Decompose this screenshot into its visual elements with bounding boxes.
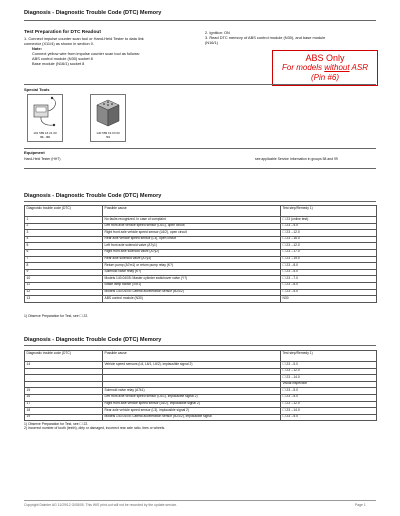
possible-cause-cell xyxy=(103,375,281,382)
possible-cause-cell: Right front axle vehicle speed sensor (L6/2), open circuit xyxy=(103,230,281,237)
footer-rule xyxy=(24,500,376,501)
table-row xyxy=(25,256,377,263)
abs-only-note-box xyxy=(272,50,378,86)
footer-copyright: Copyright Daimler AG 11/29/12 G/08/05. This WIS print-out will not be recorded by the update service. xyxy=(24,503,178,507)
tool2-code: 54 xyxy=(106,135,110,139)
table2-footnote-2: 2) Incorrect number of tooth (teeth), dirty or damaged, incorrect rear axle ratio, tires or wheels. xyxy=(24,426,166,431)
table-header-row xyxy=(25,351,377,362)
table-row xyxy=(25,408,377,415)
possible-cause-cell: Rear axle vehicle speed sensor (L3), implausible signal 2) xyxy=(103,408,281,415)
remedy-cell: ☐ 23→7.0 xyxy=(281,276,377,283)
section2-rule xyxy=(24,201,376,202)
prep-abs-socket: ABS control module (N30) socket 8 xyxy=(32,56,93,61)
col-header-dtc: Diagnostic trouble code (DTC) xyxy=(25,206,103,217)
remedy-cell: ☐ 23→8.0 xyxy=(281,263,377,270)
dtc-code-cell: 4 xyxy=(25,236,103,243)
possible-cause-cell: Left front axle solenoid valve (A7y1) xyxy=(103,243,281,250)
table-row xyxy=(25,249,377,256)
possible-cause-cell: Brake lamp switch (S9/1) xyxy=(103,282,281,289)
possible-cause-cell xyxy=(103,381,281,388)
dtc-code-cell: 1 xyxy=(25,217,103,224)
dtc-code-cell: 5 xyxy=(25,243,103,250)
section-title-dtc-memory-2: Diagnosis - Diagnostic Trouble Code (DTC) Memory xyxy=(24,337,162,343)
equipment-rule-top xyxy=(24,148,376,149)
dtc-code-cell: 6 xyxy=(25,249,103,256)
prep-rule xyxy=(24,84,376,85)
footer-page-number: Page 1 xyxy=(355,503,366,507)
remedy-cell: ☐ 23→12.0 xyxy=(281,243,377,250)
prep-step-3: 3. Read DTC memory of ABS control module (N30), and base module xyxy=(205,35,326,40)
possible-cause-cell: Models 140.04/05: Lateral acceleration sensor (B24/2) xyxy=(103,289,281,296)
table-row xyxy=(25,230,377,237)
possible-cause-cell: Vehicle speed sensors (L6, L6/1, L6/2), implausible signal 2) xyxy=(103,362,281,369)
table1-footnote: 1) Observe Preparation for Test, see ☐ 22. xyxy=(24,314,89,318)
remedy-cell: ☐ 23→8.0 xyxy=(281,282,377,289)
possible-cause-cell: Return pump (A7m1) or return pump relay (K?) xyxy=(103,263,281,270)
dtc-code-cell: 8 xyxy=(25,263,103,270)
page-title: Diagnosis - Diagnostic Trouble Code (DTC) Memory xyxy=(24,10,162,16)
prep-step-2: 2. Ignition: ON xyxy=(205,30,230,35)
tool2-number: 140 589 19 63 00 xyxy=(96,131,120,135)
col-header-cause: Possible cause xyxy=(103,351,281,362)
possible-cause-cell: No faults recognized. In case of complaint xyxy=(103,217,281,224)
dtc-code-cell: 14 xyxy=(25,362,103,369)
possible-cause-cell xyxy=(103,368,281,375)
possible-cause-cell: Rear axle vehicle speed sensor (L3), open circuit xyxy=(103,236,281,243)
table2-footnote-1: 1) Observe Preparation for Test, see ☐ 22. xyxy=(24,422,89,426)
possible-cause-cell: Right front axle solenoid valve (A7y2) xyxy=(103,249,281,256)
table-row xyxy=(25,289,377,296)
prep-heading: Test Preparation for DTC Readout xyxy=(24,30,101,35)
possible-cause-cell: Models 140.04/05: Lateral acceleration sensor (B24/2), implausible signal xyxy=(103,414,281,421)
possible-cause-cell: Models 140.04/05: Master cylinder switchover valve (Y?) xyxy=(103,276,281,283)
remedy-cell: ☐ 23→5.0 xyxy=(281,269,377,276)
possible-cause-cell: ABS control module (N30) xyxy=(103,296,281,303)
remedy-cell: ☐ 23→5.0 xyxy=(281,388,377,395)
tools-heading: Special Tools xyxy=(24,87,50,92)
table-row xyxy=(25,217,377,224)
abs-pin-note: (Pin #6) xyxy=(310,73,339,82)
remedy-cell: ☐ 23→12.0 xyxy=(281,230,377,237)
possible-cause-cell: Left front axle vehicle speed sensor (L6/1), implausible signal 2) xyxy=(103,394,281,401)
possible-cause-cell: Solenoid valve relay (K?) xyxy=(103,269,281,276)
abs-models-note: For models without ASR xyxy=(282,63,368,72)
remedy-cell: ☐ 23→16.0 xyxy=(281,236,377,243)
remedy-cell: ☐ 23→5.0 xyxy=(281,289,377,296)
prep-note-text: Connect yellow wire from impulse counter scan tool as follows: xyxy=(32,51,140,56)
equipment-rule-bottom xyxy=(24,168,376,169)
table-row xyxy=(25,223,377,230)
prep-step-1-cont: connector (X11/4) as shown in section 0. xyxy=(24,41,94,46)
dtc-code-cell: 2 xyxy=(25,223,103,230)
tool-socket-box xyxy=(90,94,126,142)
socket-box-icon xyxy=(91,95,125,131)
remedy-cell: N30 xyxy=(281,296,377,303)
remedy-cell: ☐ 23→14.0 xyxy=(281,408,377,415)
prep-left-steps xyxy=(24,36,224,66)
table-row xyxy=(25,263,377,270)
col-header-cause: Possible cause xyxy=(103,206,281,217)
remedy-cell: ☐ 23→5.0 xyxy=(281,394,377,401)
dtc-code-cell: 15 xyxy=(25,388,103,395)
dtc-code-cell: 3 xyxy=(25,230,103,237)
remedy-cell: ☐ 23→17.0 xyxy=(281,249,377,256)
remedy-cell: ☐ 23→12.0 xyxy=(281,368,377,375)
impulse-counter-icon xyxy=(28,95,62,131)
table-row xyxy=(25,296,377,303)
dtc-code-cell: 11 xyxy=(25,282,103,289)
dtc-code-cell xyxy=(25,368,103,375)
col-header-dtc: Diagnostic trouble code (DTC) xyxy=(25,351,103,362)
table2-footnotes xyxy=(24,422,165,431)
section-title-dtc-memory: Diagnosis - Diagnostic Trouble Code (DTC) Memory xyxy=(24,193,162,199)
table-row xyxy=(25,401,377,408)
dtc-code-cell: 7 xyxy=(25,256,103,263)
remedy-cell: ☐ 23→5.0 xyxy=(281,223,377,230)
table-row xyxy=(25,375,377,382)
table-row xyxy=(25,394,377,401)
dtc-code-cell: 10 xyxy=(25,276,103,283)
remedy-cell: ☐ 23→5.0 xyxy=(281,414,377,421)
remedy-cell: Visual inspection xyxy=(281,381,377,388)
abs-only-label: ABS Only xyxy=(305,53,345,63)
dtc-code-cell: 9 xyxy=(25,269,103,276)
table-row xyxy=(25,236,377,243)
table-row xyxy=(25,414,377,421)
prep-right-steps xyxy=(205,30,375,45)
table-row xyxy=(25,282,377,289)
dtc-table-2 xyxy=(24,350,377,421)
dtc-code-cell xyxy=(25,375,103,382)
dtc-code-cell: 16 xyxy=(25,394,103,401)
remedy-cell: ☐ 23→5.0 xyxy=(281,362,377,369)
table-header-row xyxy=(25,206,377,217)
tool1-code: 01 - 63 xyxy=(40,135,50,139)
table-row xyxy=(25,388,377,395)
table-row xyxy=(25,381,377,388)
table-row xyxy=(25,362,377,369)
remedy-cell: ☐ 23→19.0 xyxy=(281,256,377,263)
dtc-code-cell: 19 xyxy=(25,414,103,421)
possible-cause-cell: Rear axle solenoid valve (A7y3) xyxy=(103,256,281,263)
dtc-code-cell: 17 xyxy=(25,401,103,408)
dtc-code-cell xyxy=(25,381,103,388)
table-row xyxy=(25,368,377,375)
possible-cause-cell: Left front axle vehicle speed sensor (L6/1), open circuit xyxy=(103,223,281,230)
possible-cause-cell: Solenoid valve relay (A7k1) xyxy=(103,388,281,395)
table-row xyxy=(25,269,377,276)
tool1-number: 101 589 16 21 00 xyxy=(33,131,57,135)
dtc-code-cell: 18 xyxy=(25,408,103,415)
tool-impulse-counter xyxy=(27,94,63,142)
dtc-code-cell: 13 xyxy=(25,296,103,303)
col-header-remedy: Test step/Remedy 1) xyxy=(281,206,377,217)
col-header-remedy: Test step/Remedy 1) xyxy=(281,351,377,362)
remedy-cell: ☐ 23→12.0 xyxy=(281,401,377,408)
section3-rule xyxy=(24,345,376,346)
title-rule xyxy=(24,20,376,21)
prep-note-label: Note: xyxy=(32,46,42,51)
remedy-cell: ☐ 23 (online test). xyxy=(281,217,377,224)
equipment-item: Hand-Held Tester (HHT) xyxy=(24,157,61,161)
possible-cause-cell: Right front axle vehicle speed sensor (L6/2), implausible signal 2) xyxy=(103,401,281,408)
prep-step-1: 1. Connect impulse counter scan tool or Hand-Held Tester to data link xyxy=(24,36,144,41)
remedy-cell: ☐ 23→14.0 xyxy=(281,375,377,382)
table-row xyxy=(25,243,377,250)
equipment-heading: Equipment xyxy=(24,150,45,155)
prep-base-socket: Base module (N16/1) socket 8 xyxy=(32,61,85,66)
table-row xyxy=(25,276,377,283)
dtc-table-1 xyxy=(24,205,377,303)
prep-step-3-cont: (N16/1) xyxy=(205,40,218,45)
equipment-reference: see applicable Service Information in groups 58 and 99 xyxy=(255,157,338,161)
dtc-code-cell: 12 xyxy=(25,289,103,296)
